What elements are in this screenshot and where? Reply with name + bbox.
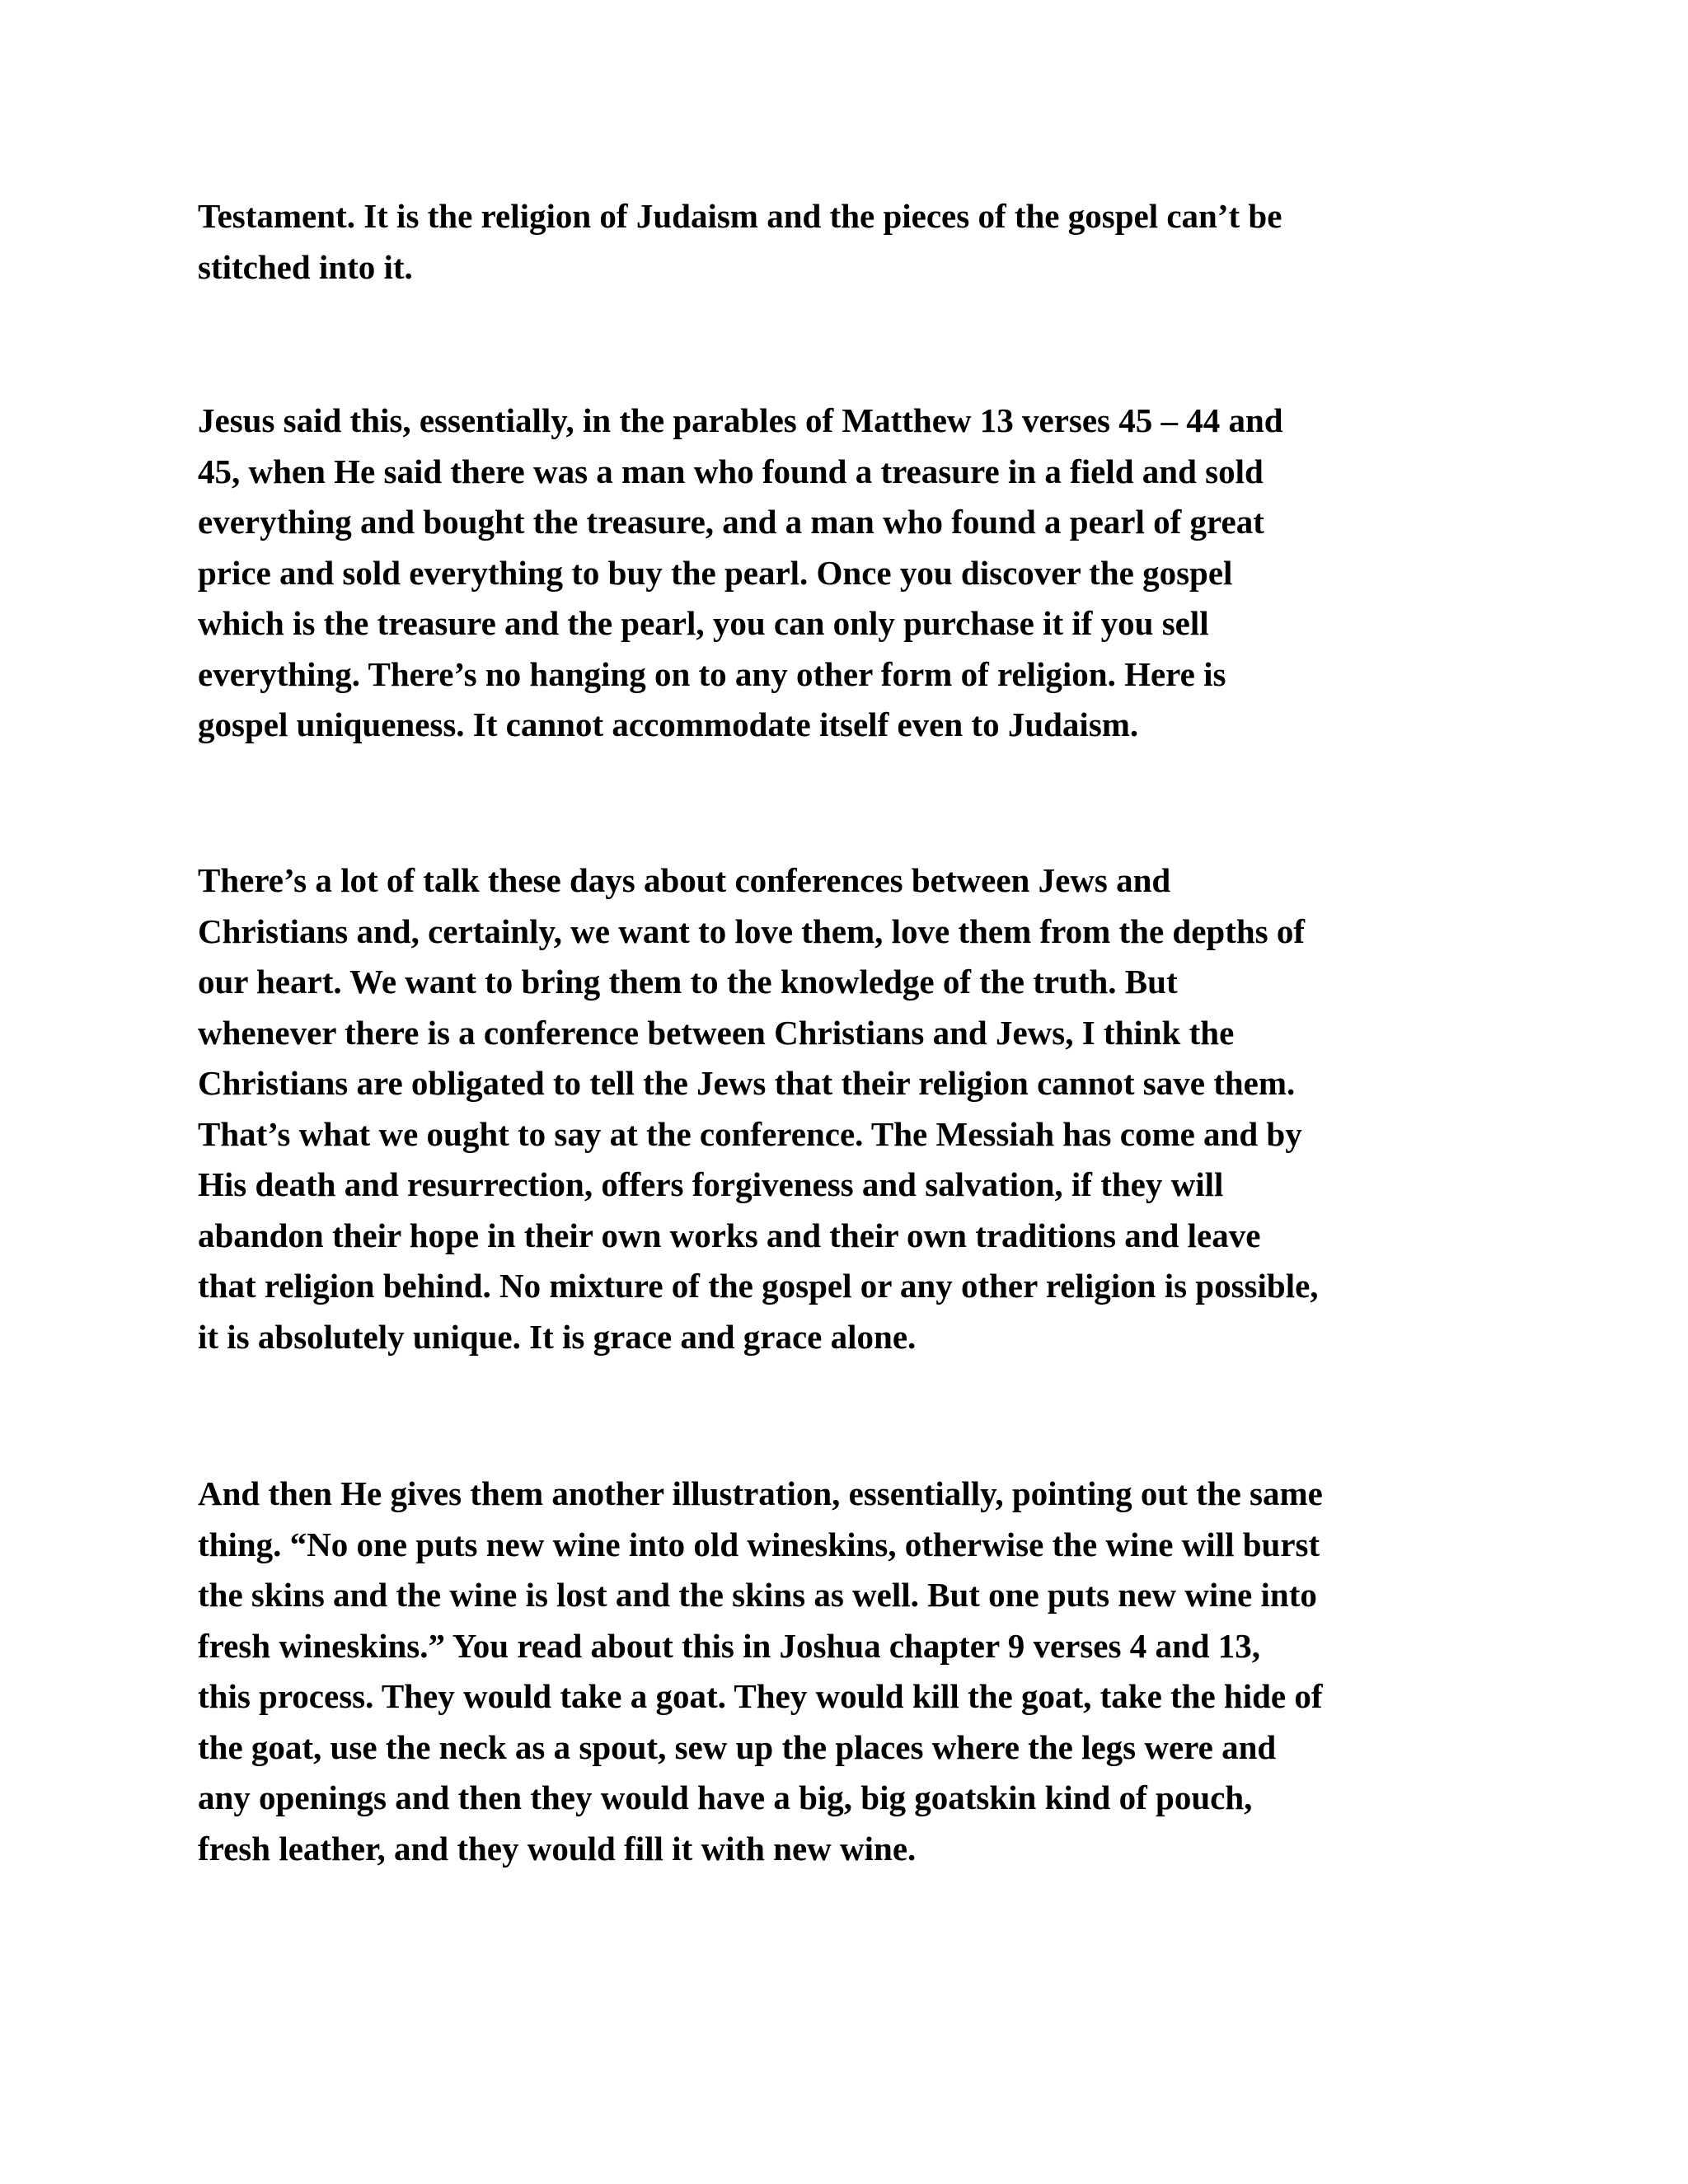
paragraph-line: which is the treasure and the pearl, you can only purchase it if you sell (198, 604, 1209, 642)
paragraph-line: the goat, use the neck as a spout, sew up the places where the legs were and (198, 1727, 1277, 1766)
paragraph-line: There’s a lot of talk these days about conferences between Jews and (198, 861, 1171, 899)
paragraph-line: this process. They would take a goat. They would kill the goat, take the hide of (198, 1677, 1323, 1715)
paragraph-3 (198, 855, 1500, 1362)
paragraph-line: abandon their hope in their own works and their own traditions and leave (198, 1216, 1261, 1254)
paragraph-line: That’s what we ought to say at the conference. The Messiah has come and by (198, 1114, 1302, 1153)
paragraph-line: fresh leather, and they would fill it with new wine. (198, 1829, 917, 1868)
paragraph-line: any openings and then they would have a big, big goatskin kind of pouch, (198, 1779, 1253, 1816)
paragraph-line: Jesus said this, essentially, in the parables of Matthew 13 verses 45 – 44 and (198, 401, 1283, 439)
paragraph-line: everything. There’s no hanging on to any other form of religion. Here is (198, 654, 1226, 693)
paragraph-line: fresh wineskins.” You read about this in Joshua chapter 9 verses 4 and 13, (198, 1626, 1261, 1665)
paragraph-line: that religion behind. No mixture of the gospel or any other religion is possible, (198, 1267, 1319, 1305)
paragraph-line: it is absolutely unique. It is grace and grace alone. (198, 1317, 917, 1356)
paragraph-1 (198, 191, 1500, 293)
paragraph-line: Christians and, certainly, we want to love them, love them from the depths of (198, 912, 1306, 950)
paragraph-line: whenever there is a conference between Christians and Jews, I think the (198, 1013, 1235, 1052)
paragraph-line: Christians are obligated to tell the Jews that their religion cannot save them. (198, 1064, 1296, 1102)
paragraph-line: price and sold everything to buy the pearl. Once you discover the gospel (198, 553, 1233, 592)
paragraph-line: 45, when He said there was a man who found a treasure in a field and sold (198, 452, 1264, 490)
paragraph-line: gospel uniqueness. It cannot accommodate itself even to Judaism. (198, 705, 1139, 743)
paragraph-4 (198, 1469, 1500, 1874)
paragraph-line: And then He gives them another illustration, essentially, pointing out the same (198, 1474, 1323, 1512)
paragraph-line: stitched into it. (198, 247, 413, 286)
paragraph-line: the skins and the wine is lost and the skins as well. But one puts new wine into (198, 1576, 1317, 1614)
paragraph-line: everything and bought the treasure, and a man who found a pearl of great (198, 503, 1264, 541)
paragraph-2 (198, 396, 1500, 751)
paragraph-line: Testament. It is the religion of Judaism and the pieces of the gospel can’t be (198, 197, 1282, 235)
paragraph-line: His death and resurrection, offers forgiveness and salvation, if they will (198, 1165, 1224, 1203)
paragraph-line: our heart. We want to bring them to the knowledge of the truth. But (198, 963, 1178, 1001)
paragraph-line: thing. “No one puts new wine into old wineskins, otherwise the wine will burst (198, 1525, 1320, 1563)
